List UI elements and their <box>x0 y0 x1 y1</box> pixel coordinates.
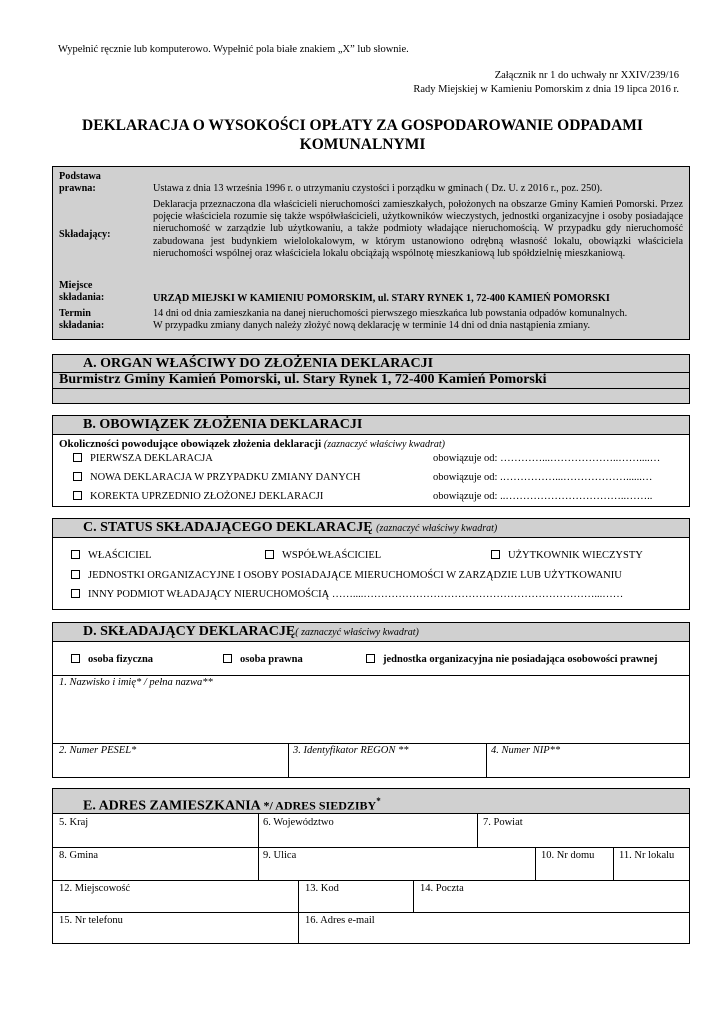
field-kraj[interactable]: 5. Kraj <box>59 817 89 828</box>
section-d <box>52 622 690 778</box>
date-korekta[interactable]: obowiązuje od: ..……………………………..…….. <box>433 491 653 502</box>
section-a <box>52 354 690 404</box>
annex-note <box>413 69 679 97</box>
annex-line-1: Załącznik nr 1 do uchwały nr XXIV/239/16 <box>494 70 679 81</box>
field-wojewodztwo[interactable]: 6. Województwo <box>263 817 334 828</box>
section-d-title: D. SKŁADAJĄCY DEKLARACJĘ( zaznaczyć właściwy kwadrat) <box>83 624 419 639</box>
option-wspolwlasciciel[interactable]: WSPÓŁWŁAŚCICIEL <box>265 550 381 561</box>
skladajacy-label: Składający: <box>59 229 111 240</box>
field-pesel[interactable]: 2. Numer PESEL* <box>59 745 137 756</box>
organ-value: Burmistrz Gminy Kamień Pomorski, ul. Stary Rynek 1, 72-400 Kamień Pomorski <box>59 372 547 387</box>
checkbox-jednostka[interactable] <box>366 654 375 663</box>
termin-value: 14 dni od dnia zamieszkania na danej nieruchomości pierwszego mieszkańca lub powstania odpadów komunalnych. W przypadku zmiany danych należy złożyć nową deklarację w terminie 14 dni od dnia nastąpienia zmiany. <box>153 308 628 332</box>
miejsce-label: Miejsce składania: <box>59 280 105 303</box>
checkbox-osoba-fizyczna[interactable] <box>71 654 80 663</box>
checkbox-osoba-prawna[interactable] <box>223 654 232 663</box>
section-b <box>52 415 690 507</box>
option-jednostki[interactable]: JEDNOSTKI ORGANIZACYJNE I OSOBY POSIADAJĄCE MIERUCHOMOŚCI W ZARZĄDZIE LUB UŻYTKOWANIU <box>71 570 622 581</box>
checkbox-uzytkownik[interactable] <box>491 550 500 559</box>
top-note: Wypełnić ręcznie lub komputerowo. Wypełnić pola białe znakiem „X” lub słownie. <box>58 44 409 55</box>
field-poczta[interactable]: 14. Poczta <box>420 883 464 894</box>
option-nowa[interactable]: NOWA DEKLARACJA W PRZYPADKU ZMIANY DANYCH <box>73 472 360 483</box>
section-c-title: C. STATUS SKŁADAJĄCEGO DEKLARACJĘ (zaznaczyć właściwy kwadrat) <box>83 520 498 535</box>
info-table <box>52 166 690 340</box>
field-ulica[interactable]: 9. Ulica <box>263 850 297 861</box>
section-e <box>52 788 690 944</box>
podstawa-label: Podstawa prawna: <box>59 171 101 194</box>
date-pierwsza[interactable]: obowiązuje od: …………...………………..……....… <box>433 453 661 464</box>
option-osoba-prawna[interactable]: osoba prawna <box>223 654 303 665</box>
field-regon[interactable]: 3. Identyfikator REGON ** <box>293 745 409 756</box>
option-uzytkownik[interactable]: UŻYTKOWNIK WIECZYSTY <box>491 550 643 561</box>
checkbox-korekta[interactable] <box>73 491 82 500</box>
field-nazwisko[interactable]: 1. Nazwisko i imię* / pełna nazwa** <box>59 677 213 688</box>
termin-label: Termin składania: <box>59 308 105 331</box>
skladajacy-value: Deklaracja przeznaczona dla właścicieli nieruchomości zamieszkałych, położonych na obszarze Gminy Kamień Pomorski. Przez pojęcie właściciela rozumie się także współwłaścicieli, użytkowników wieczystych, jednostki organizacyjne i osoby posiadające nieruchomość w zarządzie lub użytkowaniu, a także podmioty władające nieruchomością. W przypadku gdy nieruchomość zabudowana jest budynkiem wielolokalowym, w którym ustanowiono odrębną własność lokalu, obowiązki właściciela nieruchomości wspólnej oraz właściciela lokalu obciążają wspólnotę mieszkaniową lub spółdzielnię mieszkaniową. <box>153 199 683 259</box>
annex-line-2: Rady Miejskiej w Kamieniu Pomorskim z dnia 19 lipca 2016 r. <box>413 84 679 95</box>
checkbox-nowa[interactable] <box>73 472 82 481</box>
option-pierwsza[interactable]: PIERWSZA DEKLARACJA <box>73 453 213 464</box>
checkbox-inny[interactable] <box>71 589 80 598</box>
field-telefon[interactable]: 15. Nr telefonu <box>59 915 123 926</box>
checkbox-pierwsza[interactable] <box>73 453 82 462</box>
field-powiat[interactable]: 7. Powiat <box>483 817 523 828</box>
option-korekta[interactable]: KOREKTA UPRZEDNIO ZŁOŻONEJ DEKLARACJI <box>73 491 323 502</box>
section-c <box>52 518 690 610</box>
section-b-title: B. OBOWIĄZEK ZŁOŻENIA DEKLARACJI <box>83 417 363 432</box>
checkbox-wlasciciel[interactable] <box>71 550 80 559</box>
section-e-title: E. ADRES ZAMIESZKANIA */ ADRES SIEDZIBY* <box>83 796 381 814</box>
option-wlasciciel[interactable]: WŁAŚCICIEL <box>71 550 152 561</box>
field-email[interactable]: 16. Adres e-mail <box>305 915 375 926</box>
date-nowa[interactable]: obowiązuje od: .……………...………………......… <box>433 472 653 483</box>
title-line-1: DEKLARACJA O WYSOKOŚCI OPŁATY ZA GOSPODAROWANIE ODPADAMI <box>82 117 643 134</box>
field-gmina[interactable]: 8. Gmina <box>59 850 99 861</box>
page-title <box>40 116 685 154</box>
section-a-title: A. ORGAN WŁAŚCIWY DO ZŁOŻENIA DEKLARACJI <box>83 356 434 371</box>
miejsce-value: URZĄD MIEJSKI W KAMIENIU POMORSKIM, ul. STARY RYNEK 1, 72-400 KAMIEŃ POMORSKI <box>153 293 610 304</box>
section-b-subtitle: Okoliczności powodujące obowiązek złożenia deklaracji (zaznaczyć właściwy kwadrat) <box>59 438 445 450</box>
field-nr-lokalu[interactable]: 11. Nr lokalu <box>619 850 675 861</box>
checkbox-jednostki[interactable] <box>71 570 80 579</box>
field-miejscowosc[interactable]: 12. Miejscowość <box>59 883 131 894</box>
field-nr-domu[interactable]: 10. Nr domu <box>541 850 595 861</box>
option-inny[interactable]: INNY PODMIOT WŁADAJĄCY NIERUCHOMOŚCIĄ ……....…………………………………………………………...…… <box>71 589 623 600</box>
field-kod[interactable]: 13. Kod <box>305 883 339 894</box>
option-jednostka[interactable]: jednostka organizacyjna nie posiadająca osobowości prawnej <box>366 654 657 665</box>
field-nip[interactable]: 4. Numer NIP** <box>491 745 561 756</box>
checkbox-wspolwlasciciel[interactable] <box>265 550 274 559</box>
option-osoba-fizyczna[interactable]: osoba fizyczna <box>71 654 153 665</box>
podstawa-value: Ustawa z dnia 13 września 1996 r. o utrzymaniu czystości i porządku w gminach ( Dz. U. z 2016 r., poz. 250). <box>153 183 603 194</box>
title-line-2: KOMUNALNYMI <box>299 136 426 153</box>
